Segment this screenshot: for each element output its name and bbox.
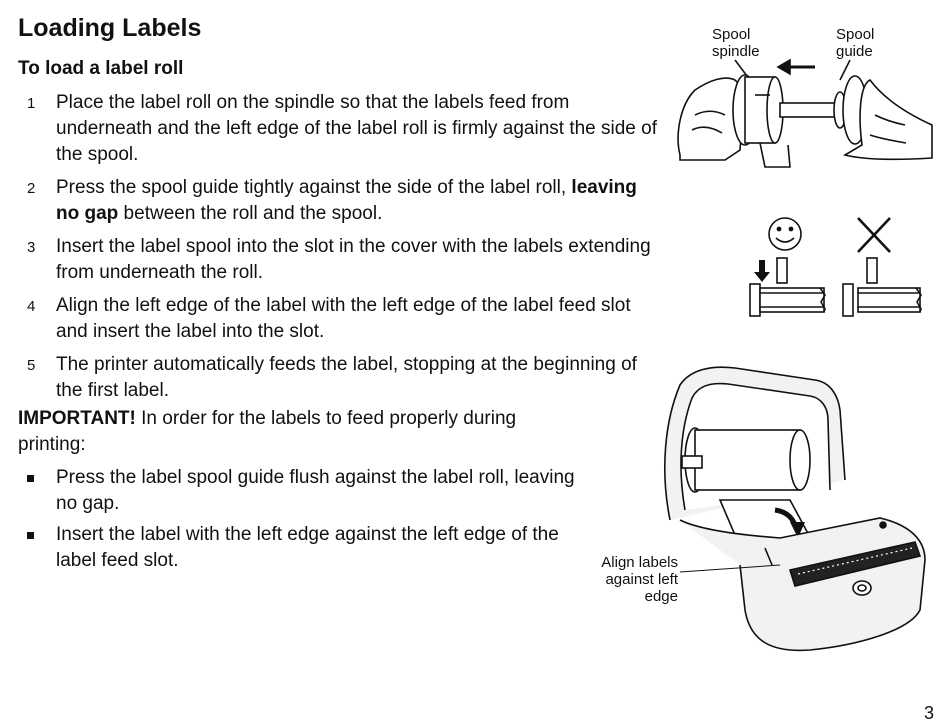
step-text: Place the label roll on the spindle so that the labels feed from underneath and the left edge of the label roll is firmly against the side of the spool. [56, 92, 657, 165]
step-1 [18, 90, 658, 168]
spool-loading-illustration [670, 55, 940, 170]
bullet-item [18, 465, 578, 517]
bullet-text: Press the label spool guide flush against the label roll, leaving no gap. [56, 467, 575, 514]
step-bold-text: leaving no gap [56, 177, 637, 224]
printer-illustration [640, 360, 940, 660]
bullet-square-icon [27, 475, 34, 482]
step-text: Insert the label spool into the slot in the cover with the labels extending from underneath the roll. [56, 236, 651, 283]
step-number: 4 [27, 298, 36, 315]
step-number: 2 [27, 180, 36, 197]
bullet-list [18, 465, 578, 579]
step-text: Align the left edge of the label with the left edge of the label feed slot and insert the label into the slot. [56, 295, 631, 342]
section-title: To load a label roll [18, 58, 184, 79]
step-number: 5 [27, 357, 36, 374]
step-2 [18, 175, 658, 227]
spool-spindle-callout: Spool spindle [712, 26, 760, 60]
step-text: Press the spool guide tightly against the side of the label roll, [56, 177, 572, 198]
bullet-square-icon [27, 532, 34, 539]
bullet-text: Insert the label with the left edge against the left edge of the label feed slot. [56, 524, 559, 571]
step-number: 3 [27, 239, 36, 256]
steps-list [18, 90, 658, 411]
align-labels-callout: Align labels against left edge [601, 554, 678, 605]
correct-incorrect-illustration [745, 212, 925, 322]
step-3 [18, 234, 658, 286]
x-mark-icon [858, 218, 890, 252]
important-note [18, 406, 578, 458]
bullet-item [18, 522, 578, 574]
smiley-icon [769, 218, 801, 250]
spool-guide-callout: Spool guide [836, 26, 875, 60]
step-text: The printer automatically feeds the label, stopping at the beginning of the first label. [56, 354, 637, 401]
important-label: IMPORTANT! [18, 408, 136, 429]
step-4 [18, 293, 658, 345]
step-number: 1 [27, 95, 36, 112]
step-5 [18, 352, 658, 404]
important-text: In order for the labels to feed properly during printing: [18, 408, 517, 455]
step-text-tail: between the roll and the spool. [118, 203, 383, 224]
page-number: 3 [923, 703, 934, 723]
page-title: Loading Labels [18, 14, 202, 42]
